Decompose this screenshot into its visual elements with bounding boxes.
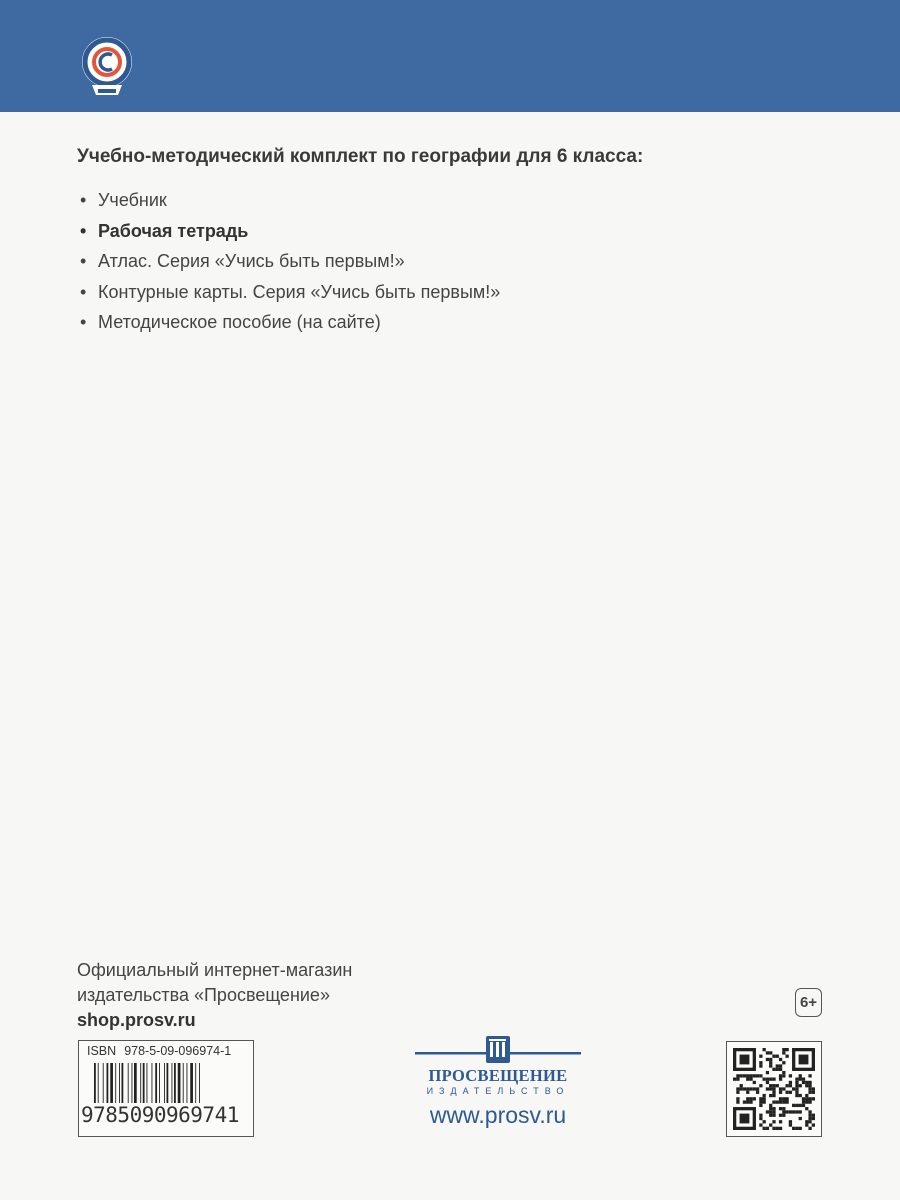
list-item-method-guide [80, 307, 500, 338]
list-item-label: Рабочая тетрадь [98, 220, 249, 241]
prosveshchenie-globe-logo-icon [76, 33, 138, 101]
top-color-band [0, 0, 900, 112]
isbn-barcode-box [78, 1040, 254, 1137]
list-item-label: Учебник [98, 190, 167, 210]
shop-info [77, 958, 352, 1033]
isbn-number: 978-5-09-096974-1 [124, 1044, 232, 1058]
shop-line-2: издательства «Просвещение» [77, 985, 330, 1005]
publisher-block [415, 1036, 581, 1136]
isbn-prefix: ISBN [87, 1044, 117, 1058]
bullet: • [80, 251, 87, 271]
list-item-atlas [80, 246, 500, 277]
publisher-site-link[interactable]: www.prosv.ru [429, 1102, 567, 1128]
bullet: • [80, 190, 87, 210]
bullet: • [80, 312, 87, 332]
list-item-label: Контурные карты. Серия «Учись быть первым!» [98, 281, 501, 302]
list-item-workbook [80, 216, 500, 247]
kit-heading: Учебно-методический комплект по географии для 6 класса: [77, 146, 644, 167]
bullet: • [80, 281, 87, 302]
list-item-label: Атлас. Серия «Учись быть первым!» [98, 251, 405, 271]
qr-code-box [726, 1041, 822, 1137]
prosveshchenie-book-logo-icon [415, 1036, 581, 1066]
shop-line-1: Официальный интернет-магазин [77, 960, 353, 980]
list-item-textbook [80, 185, 500, 216]
kit-list [80, 185, 500, 338]
age-rating-badge: 6+ [795, 988, 822, 1017]
qr-code-icon [733, 1048, 815, 1130]
publisher-name: ПРОСВЕЩЕНИЕ [428, 1066, 568, 1085]
barcode-digits: 9785090969741 [81, 1103, 239, 1127]
shop-url-link[interactable]: shop.prosv.ru [77, 1010, 196, 1030]
barcode-icon [94, 1063, 238, 1103]
isbn-label [87, 1044, 231, 1058]
list-item-label: Методическое пособие (на сайте) [98, 312, 381, 332]
publisher-subtitle: ИЗДАТЕЛЬСТВО [426, 1086, 570, 1096]
list-item-contour-maps [80, 277, 500, 308]
bullet: • [80, 220, 87, 241]
